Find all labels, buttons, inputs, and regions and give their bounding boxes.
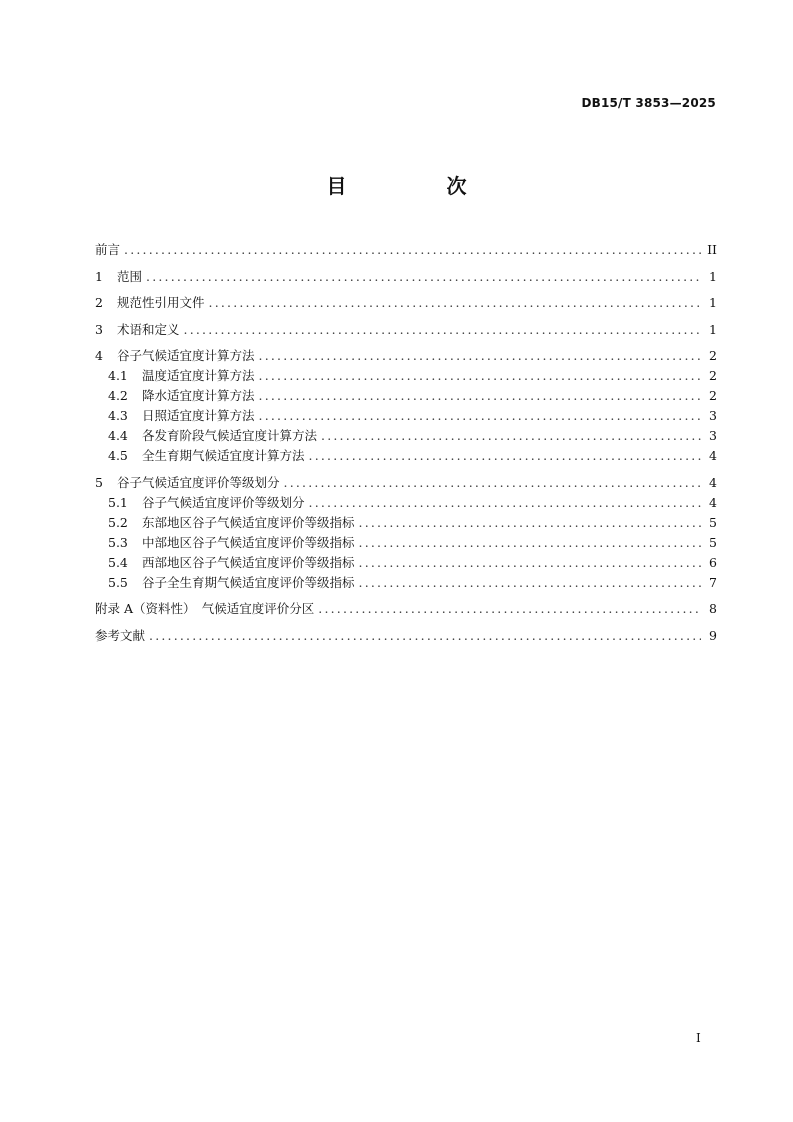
toc-entry-number: 4.3 bbox=[108, 408, 128, 423]
toc-entry-title bbox=[95, 386, 255, 406]
toc-entry-page: 4 bbox=[709, 448, 717, 463]
toc-entry-title bbox=[95, 293, 205, 313]
toc-entry-page: 4 bbox=[709, 474, 717, 490]
toc-entry-text: 日照适宜度计算方法 bbox=[142, 408, 255, 423]
toc-entry-page: 7 bbox=[709, 574, 717, 590]
toc-entry-number: 5.4 bbox=[108, 554, 128, 570]
toc-entry-number: 5 bbox=[95, 474, 103, 490]
toc-entry-text: 参考文献 bbox=[95, 627, 146, 643]
toc-entry-text: 范围 bbox=[117, 268, 143, 284]
toc-entry-title bbox=[95, 513, 355, 533]
toc-dot-leader bbox=[146, 267, 701, 287]
toc-entry-text: 全生育期气候适宜度计算方法 bbox=[142, 448, 305, 463]
toc-entry-page: 2 bbox=[709, 348, 717, 363]
toc-dot-leader bbox=[318, 599, 701, 619]
toc-entry-title bbox=[95, 346, 255, 366]
toc-entry-number: 4.2 bbox=[108, 388, 128, 403]
toc-entry-page: 5 bbox=[709, 534, 717, 550]
toc-entry-text: 中部地区谷子气候适宜度评价等级指标 bbox=[142, 534, 355, 550]
toc-entry[interactable] bbox=[95, 533, 717, 553]
toc-entry[interactable] bbox=[95, 267, 717, 287]
toc-entry-title bbox=[95, 533, 355, 553]
toc-entry[interactable] bbox=[95, 513, 717, 533]
toc-entry-text: 谷子气候适宜度计算方法 bbox=[117, 348, 255, 363]
toc-entry-text: 谷子全生育期气候适宜度评价等级指标 bbox=[142, 574, 355, 590]
toc-entry-page: 9 bbox=[709, 627, 717, 643]
toc-entry[interactable] bbox=[95, 346, 717, 366]
toc-entry[interactable] bbox=[95, 446, 717, 466]
toc-entry-text: 西部地区谷子气候适宜度评价等级指标 bbox=[142, 554, 355, 570]
toc-entry-page: 8 bbox=[709, 601, 717, 616]
toc-entry-text: 附录 A（资料性） 气候适宜度评价分区 bbox=[95, 601, 315, 616]
toc-dot-leader bbox=[259, 386, 701, 406]
toc-entry-number: 4.5 bbox=[108, 448, 128, 463]
toc-dot-leader bbox=[309, 493, 701, 513]
toc-entry-page: 4 bbox=[709, 494, 717, 510]
table-of-contents bbox=[95, 240, 717, 646]
toc-entry-title bbox=[95, 426, 317, 446]
toc-entry-number: 5.1 bbox=[108, 494, 128, 510]
toc-entry-page: 3 bbox=[709, 428, 717, 443]
toc-entry-page: 1 bbox=[709, 321, 717, 337]
toc-entry-number: 3 bbox=[95, 321, 103, 337]
toc-entry-text: 温度适宜度计算方法 bbox=[142, 368, 255, 383]
toc-entry-page: 1 bbox=[709, 295, 717, 310]
toc-dot-leader bbox=[259, 406, 701, 426]
toc-entry-number: 4.4 bbox=[108, 428, 128, 443]
toc-dot-leader bbox=[359, 553, 701, 573]
toc-entry-title bbox=[95, 599, 314, 619]
toc-entry-text: 东部地区谷子气候适宜度评价等级指标 bbox=[142, 514, 355, 530]
page-number: I bbox=[696, 1031, 701, 1045]
toc-entry-page: 2 bbox=[709, 388, 717, 403]
toc-entry-text: 各发育阶段气候适宜度计算方法 bbox=[142, 428, 318, 443]
toc-entry-number: 5.3 bbox=[108, 534, 128, 550]
toc-entry-number: 5.2 bbox=[108, 514, 128, 530]
toc-entry-title bbox=[95, 267, 142, 287]
toc-entry-page: 6 bbox=[709, 554, 717, 570]
toc-entry-page: II bbox=[707, 242, 717, 257]
toc-entry-number: 4 bbox=[95, 348, 103, 363]
toc-dot-leader bbox=[124, 240, 701, 260]
toc-dot-leader bbox=[321, 426, 701, 446]
toc-entry-text: 谷子气候适宜度评价等级划分 bbox=[142, 494, 305, 510]
toc-entry[interactable] bbox=[95, 573, 717, 593]
toc-entry-title bbox=[95, 473, 280, 493]
toc-entry[interactable] bbox=[95, 473, 717, 493]
toc-dot-leader bbox=[284, 473, 701, 493]
toc-dot-leader bbox=[184, 320, 701, 340]
toc-dot-leader bbox=[359, 513, 701, 533]
toc-entry-page: 2 bbox=[709, 368, 717, 383]
toc-entry-page: 3 bbox=[709, 408, 717, 423]
toc-dot-leader bbox=[359, 533, 701, 553]
toc-dot-leader bbox=[309, 446, 701, 466]
toc-entry-title bbox=[95, 406, 255, 426]
toc-entry-number: 2 bbox=[95, 295, 103, 310]
toc-entry[interactable] bbox=[95, 293, 717, 313]
toc-entry-page: 5 bbox=[709, 514, 717, 530]
toc-entry-title bbox=[95, 320, 180, 340]
toc-entry-title bbox=[95, 240, 120, 260]
toc-entry[interactable] bbox=[95, 320, 717, 340]
toc-entry-text: 谷子气候适宜度评价等级划分 bbox=[117, 474, 280, 490]
toc-entry[interactable] bbox=[95, 240, 717, 260]
toc-entry-number: 1 bbox=[95, 268, 103, 284]
toc-entry[interactable] bbox=[95, 493, 717, 513]
toc-entry-title bbox=[95, 553, 355, 573]
toc-dot-leader bbox=[359, 573, 701, 593]
toc-entry[interactable] bbox=[95, 366, 717, 386]
toc-entry-title bbox=[95, 446, 305, 466]
toc-dot-leader bbox=[149, 626, 701, 646]
toc-dot-leader bbox=[259, 366, 701, 386]
toc-entry[interactable] bbox=[95, 626, 717, 646]
toc-entry-number: 5.5 bbox=[108, 574, 128, 590]
page-title: 目 次 bbox=[326, 174, 507, 198]
toc-entry-title bbox=[95, 626, 145, 646]
toc-entry-number: 4.1 bbox=[108, 368, 128, 383]
toc-dot-leader bbox=[259, 346, 701, 366]
toc-entry[interactable] bbox=[95, 426, 717, 446]
toc-entry-text: 术语和定义 bbox=[117, 321, 180, 337]
toc-entry[interactable] bbox=[95, 599, 717, 619]
toc-entry[interactable] bbox=[95, 406, 717, 426]
toc-entry[interactable] bbox=[95, 386, 717, 406]
toc-entry-title bbox=[95, 366, 255, 386]
toc-entry-page: 1 bbox=[709, 268, 717, 284]
toc-entry-text: 前言 bbox=[95, 242, 121, 257]
toc-entry-title bbox=[95, 493, 305, 513]
toc-entry-text: 规范性引用文件 bbox=[117, 295, 205, 310]
toc-dot-leader bbox=[209, 293, 701, 313]
toc-entry-text: 降水适宜度计算方法 bbox=[142, 388, 255, 403]
toc-entry-title bbox=[95, 573, 355, 593]
document-code: DB15/T 3853—2025 bbox=[581, 96, 716, 110]
toc-entry[interactable] bbox=[95, 553, 717, 573]
